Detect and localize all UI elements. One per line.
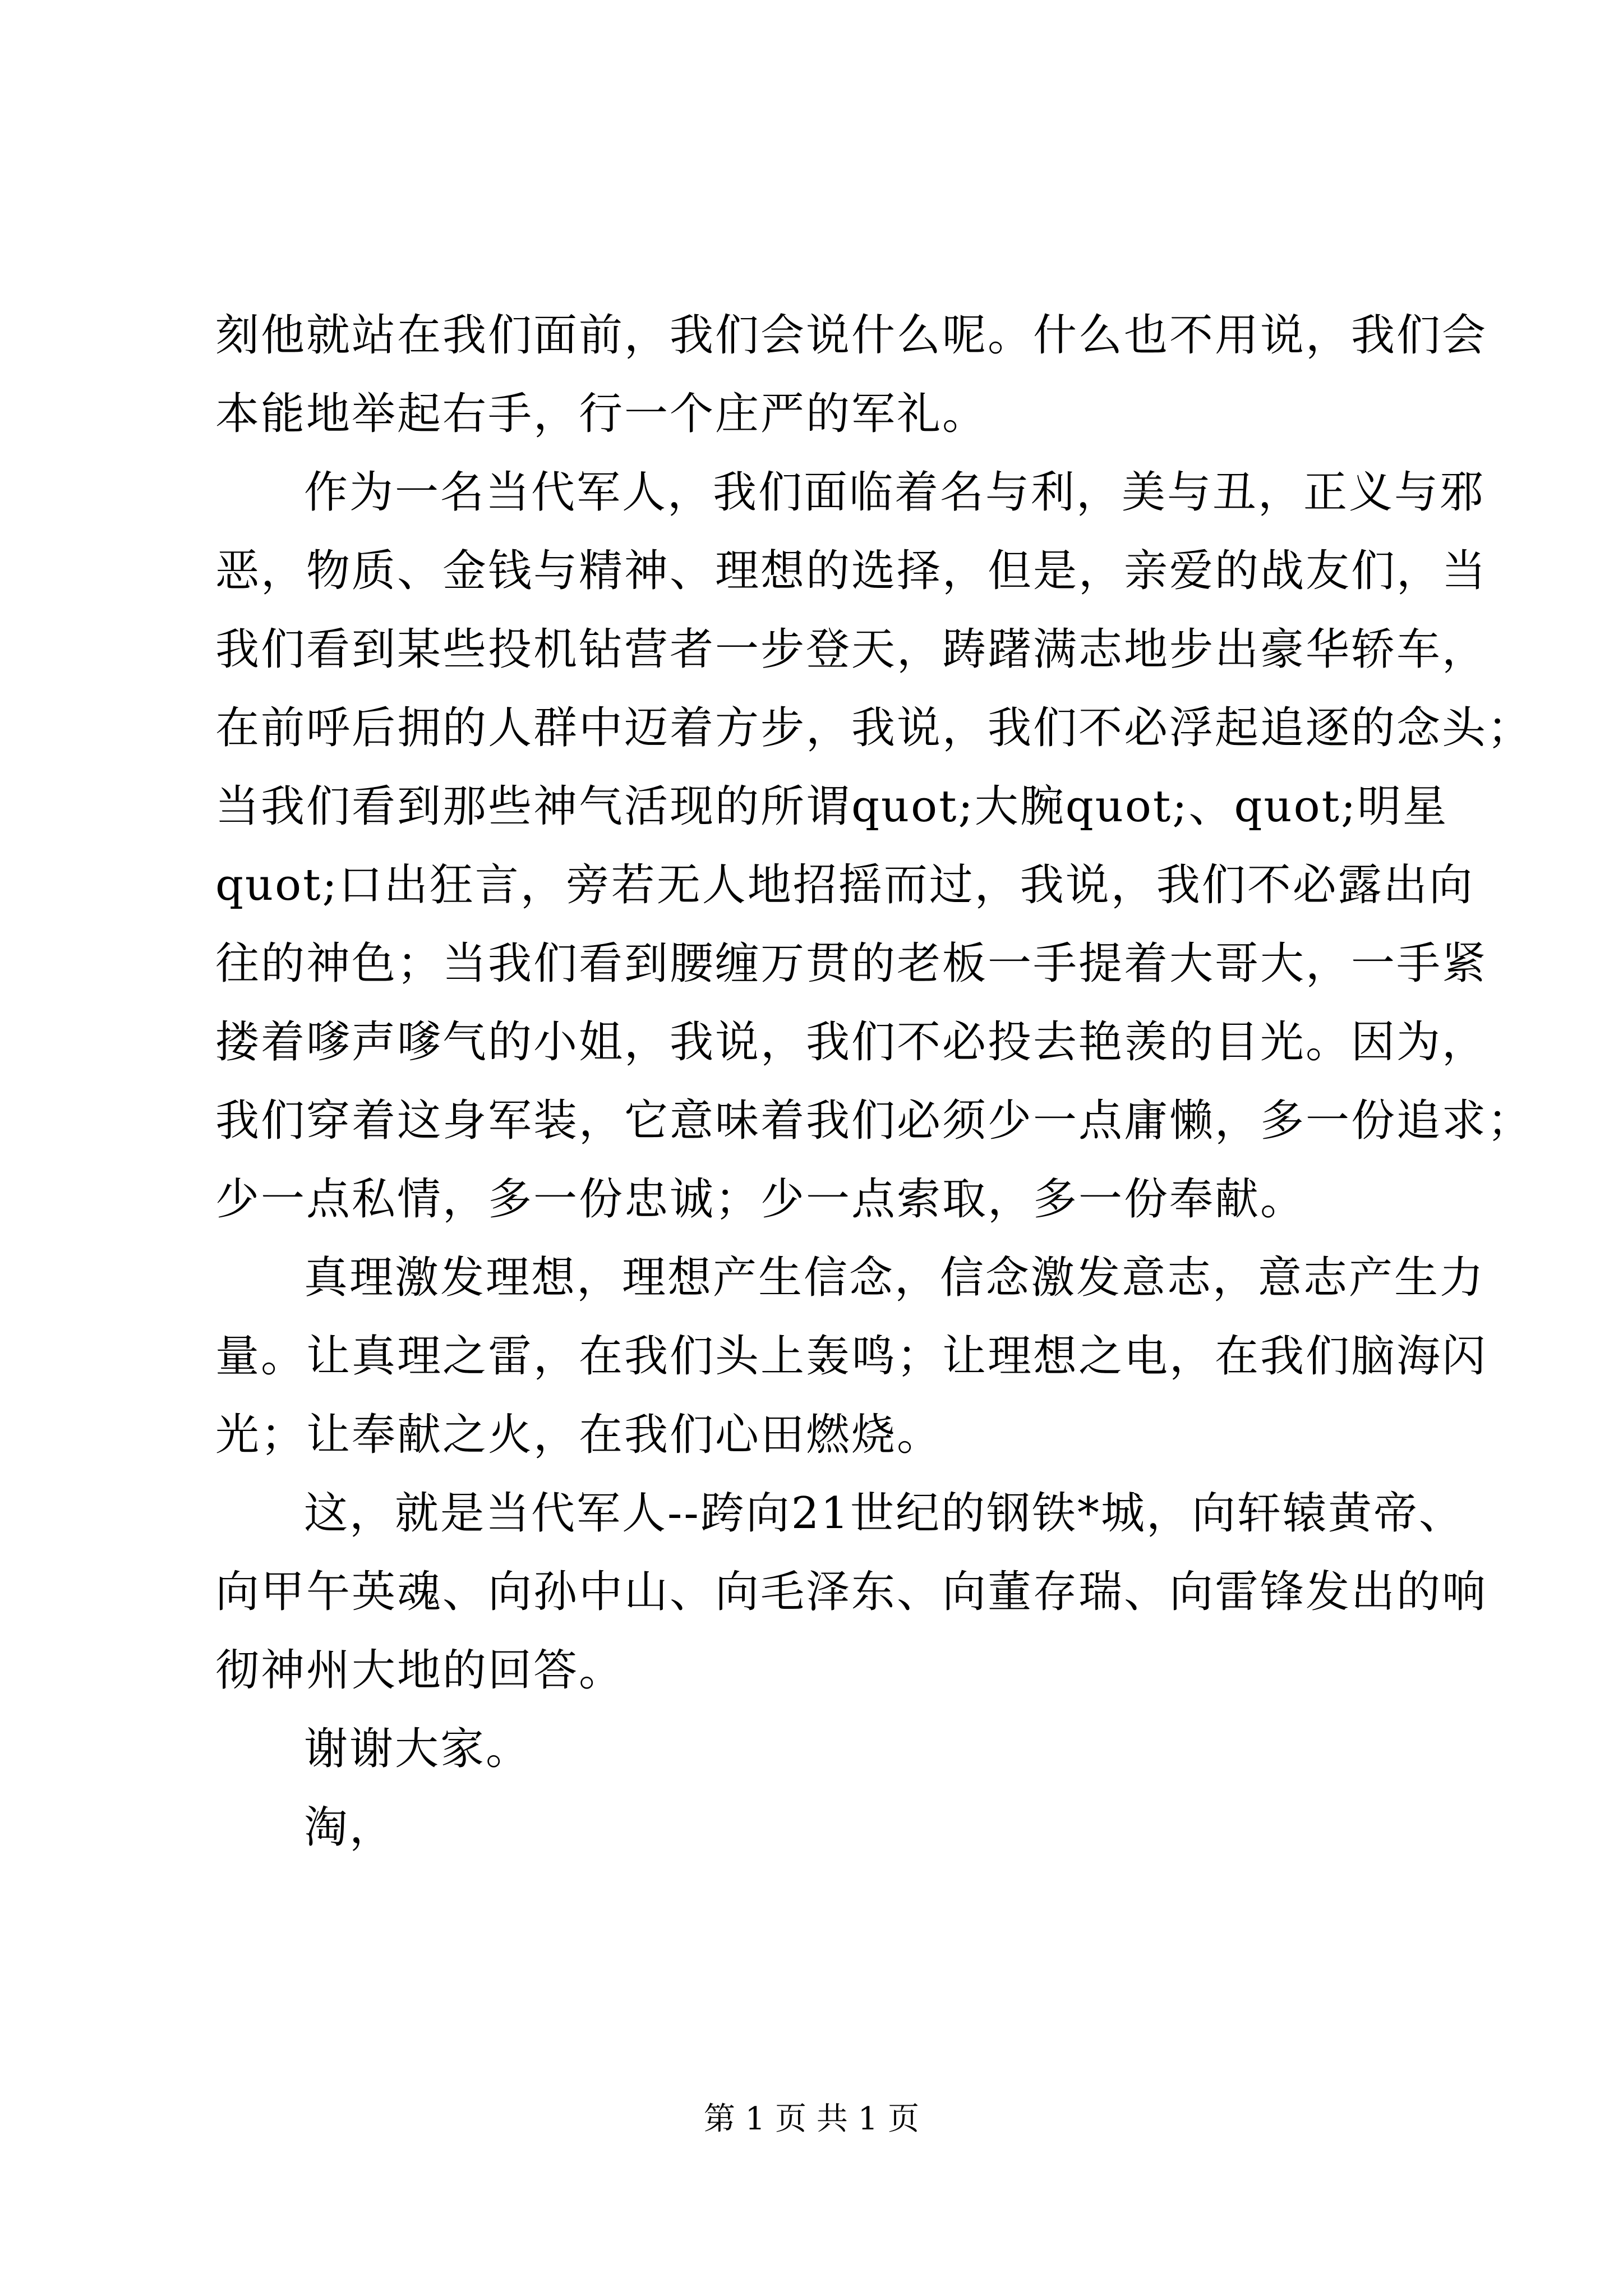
text-line: 谢谢大家。 <box>304 1724 532 1774</box>
text-line: 我们看到某些投机钻营者一步登天，踌躇满志地步出豪华轿车， <box>215 624 1488 675</box>
text-line: 淘， <box>304 1802 395 1853</box>
text-line: 在前呼后拥的人群中迈着方步，我说，我们不必浮起追逐的念头； <box>215 703 1533 753</box>
text-line: 少一点私情，多一份忠诚；少一点索取，多一份奉献。 <box>215 1174 1306 1225</box>
text-line: 量。让真理之雷，在我们头上轰鸣；让理想之电，在我们脑海闪 <box>215 1331 1488 1382</box>
text-line: 搂着嗲声嗲气的小姐，我说，我们不必投去艳羡的目光。因为， <box>215 1017 1488 1068</box>
text-line: 我们穿着这身军装，它意味着我们必须少一点庸懒，多一份追求； <box>215 1096 1533 1146</box>
text-line: 真理激发理想，理想产生信念，信念激发意志，意志产生力 <box>304 1253 1486 1303</box>
text-line: 当我们看到那些神气活现的所谓quot;大腕quot;、quot;明星 <box>215 781 1449 832</box>
text-line: 作为一名当代军人，我们面临着名与利，美与丑，正义与邪 <box>304 467 1486 518</box>
text-line: 向甲午英魂、向孙中山、向毛泽东、向董存瑞、向雷锋发出的响 <box>215 1567 1488 1617</box>
text-line: quot;口出狂言，旁若无人地招摇而过，我说，我们不必露出向 <box>215 860 1474 910</box>
text-line: 刻他就站在我们面前，我们会说什么呢。什么也不用说，我们会 <box>215 310 1488 361</box>
text-line: 恶，物质、金钱与精神、理想的选择，但是，亲爱的战友们，当 <box>215 546 1488 596</box>
text-line: 本能地举起右手，行一个庄严的军礼。 <box>215 389 988 439</box>
text-line: 光；让奉献之火，在我们心田燃烧。 <box>215 1410 943 1460</box>
text-line: 彻神州大地的回答。 <box>215 1645 625 1696</box>
text-line: 往的神色；当我们看到腰缠万贯的老板一手提着大哥大，一手紧 <box>215 938 1488 989</box>
page-footer: 第 1 页 共 1 页 <box>703 2101 920 2137</box>
text-line: 这，就是当代军人--跨向21世纪的钢铁*城，向轩辕黄帝、 <box>304 1488 1464 1539</box>
